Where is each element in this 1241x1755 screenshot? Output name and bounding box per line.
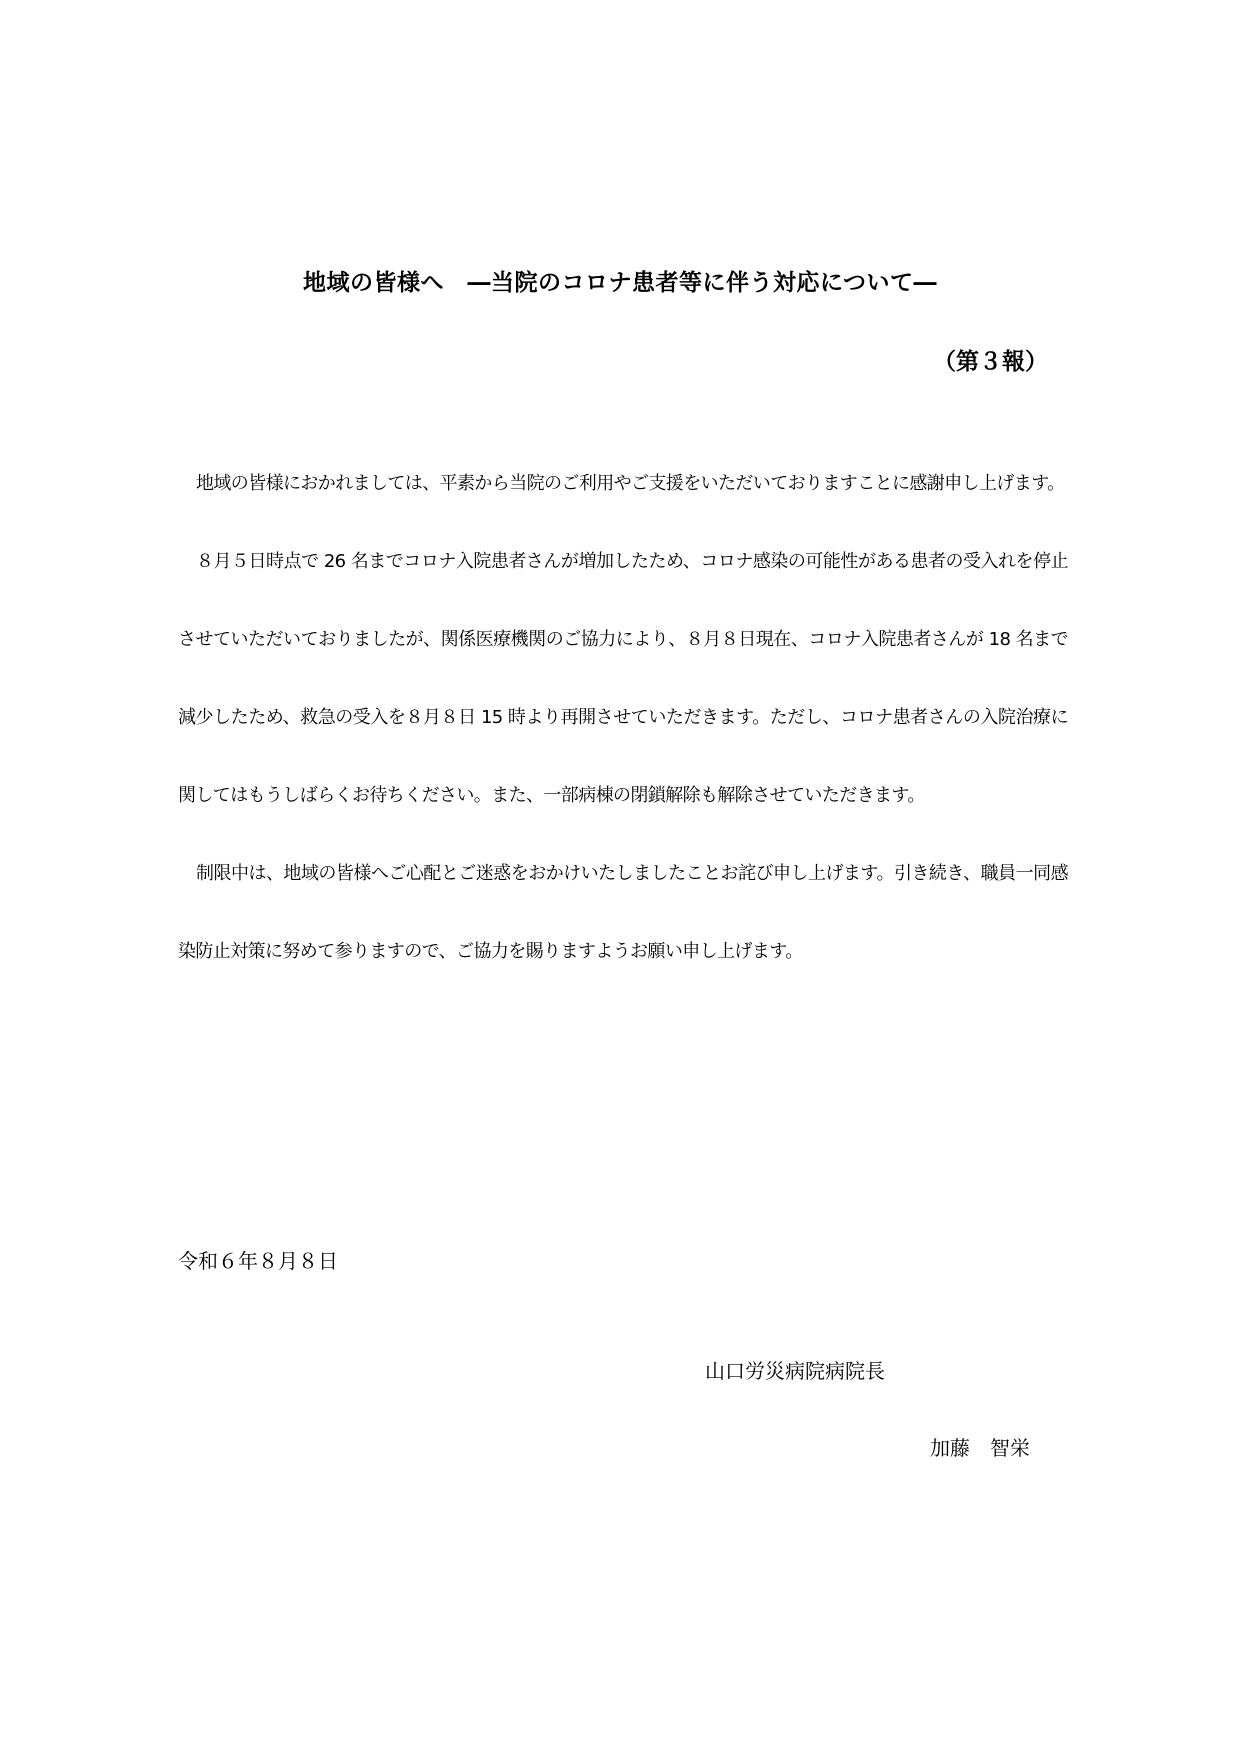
document-title: 地域の皆様へ ―当院のコロナ患者等に伴う対応について― [302,270,938,296]
document-date: 令和６年８月８日 [178,1249,338,1273]
organization-name: 山口労災病院病院長 [705,1359,885,1383]
paragraph-greeting: 地域の皆様におかれましては、平素から当院のご利用やご支援をいただいておりますことに感謝申し上げます。 [196,473,1065,494]
signer-name: 加藤 智栄 [930,1436,1030,1460]
paragraph-apology: 制限中は、地域の皆様へご心配とご迷惑をおかけいたしましたことお詫び申し上げます。引き続き、職員一同感染防止対策に努めて参りますので、ご協力を賜りますようお願い申し上げます。 [178,863,1068,962]
document-body [178,445,1068,991]
paragraph-announcement: ８月５日時点で 26 名までコロナ入院患者さんが増加したため、コロナ感染の可能性がある患者の受入れを停止させていただいておりましたが、関係医療機関のご協力により、８月８日現在、コロナ入院患者さんが 18 名まで減少したため、救急の受入を８月８日 15 時より再開させていただきます。ただし、コロナ患者さんの入院治療に関してはもうしばらくお待ちください。また、一部病棟の閉鎖解除も解除させていただきます。 [178,551,1068,806]
report-number: （第３報） [933,349,1048,375]
